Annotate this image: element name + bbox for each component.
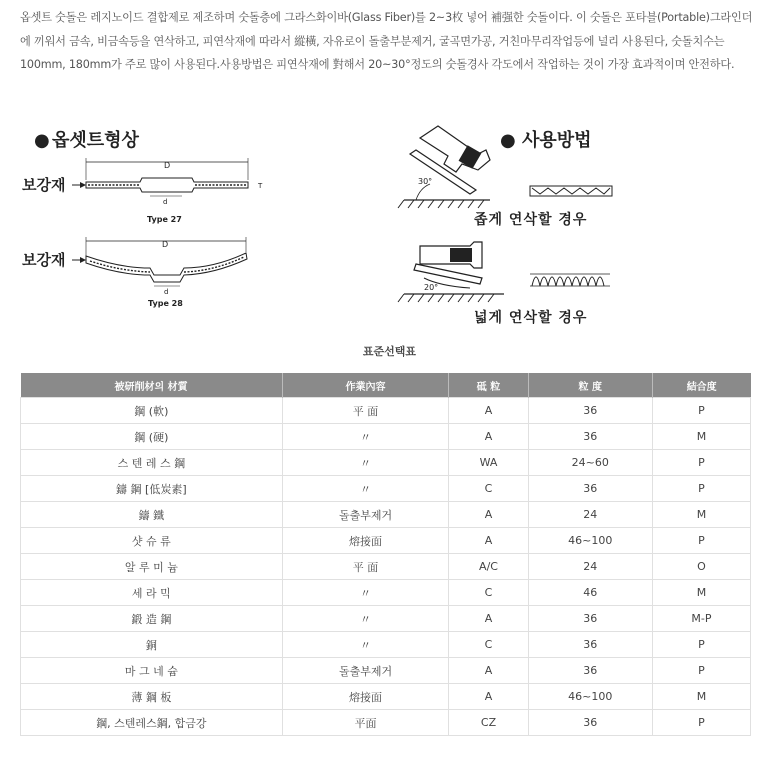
cell-abrasive: A (449, 606, 528, 632)
cell-material: 마 그 네 슘 (21, 658, 283, 684)
header-grade: 結合度 (652, 373, 750, 398)
type27-drawing (21, 158, 263, 224)
table-row (21, 502, 751, 528)
header-grit: 粒 度 (528, 373, 652, 398)
table-row (21, 606, 751, 632)
cell-abrasive: C (449, 632, 528, 658)
cell-material: 스 텐 레 스 鋼 (21, 450, 283, 476)
table-row (21, 632, 751, 658)
cell-work: 平 面 (282, 398, 449, 424)
cell-material: 알 루 미 늄 (21, 554, 283, 580)
cell-material: 샷 슈 류 (21, 528, 283, 554)
angle-20-label: 20° (424, 283, 439, 292)
intro-line-2: 에 끼워서 금속, 비금속등을 연삭하고, 피연삭재에 따라서 縱橫, 자유로이 돌출부분제거, 굴곡면가공, 거친마무리작업등에 널리 사용된다, 숫돌치수는 (20, 34, 725, 48)
cell-material: 鋼 (軟) (21, 398, 283, 424)
type27-dim-D: D (164, 161, 171, 170)
cell-abrasive: A (449, 502, 528, 528)
intro-line-1: 옵셋트 숫돌은 레지노이드 결합제로 제조하며 숫돌층에 그라스화이바(Glass Fiber)를 2~3枚 넣어 補强한 숫돌이다. 이 숫돌은 포타블(Portable)그라인더 (20, 11, 753, 24)
cell-abrasive: A (449, 528, 528, 554)
cell-abrasive: C (449, 476, 528, 502)
cell-material: 銅 (21, 632, 283, 658)
cell-grade: M (652, 580, 750, 606)
table-row (21, 554, 751, 580)
selection-table (20, 373, 751, 736)
angle-30-label: 30° (418, 177, 433, 186)
cell-work: 〃 (282, 476, 449, 502)
cell-abrasive: A/C (449, 554, 528, 580)
cell-grade: P (652, 632, 750, 658)
type28-dim-D: D (162, 240, 169, 249)
cell-work: 平 面 (282, 554, 449, 580)
cell-grit: 36 (528, 710, 652, 736)
cell-work: 〃 (282, 580, 449, 606)
cell-abrasive: C (449, 580, 528, 606)
cell-grade: M-P (652, 606, 750, 632)
cell-grade: P (652, 450, 750, 476)
cell-grade: P (652, 398, 750, 424)
cell-abrasive: CZ (449, 710, 528, 736)
cell-grit: 36 (528, 424, 652, 450)
type28-label: Type 28 (148, 299, 183, 308)
cell-work: 〃 (282, 450, 449, 476)
cell-abrasive: A (449, 398, 528, 424)
cell-material: 鑄 鐵 (21, 502, 283, 528)
usage-heading: 사용방법 (522, 130, 592, 151)
cell-grit: 24 (528, 502, 652, 528)
cell-abrasive: WA (449, 450, 528, 476)
cell-grit: 36 (528, 632, 652, 658)
type28-dim-d: d (164, 288, 169, 296)
table-row (21, 450, 751, 476)
cell-abrasive: A (449, 684, 528, 710)
cell-grit: 24~60 (528, 450, 652, 476)
shape-heading-bullet: ● (34, 130, 50, 151)
cell-grade: O (652, 554, 750, 580)
cell-grit: 46~100 (528, 684, 652, 710)
cell-work: 熔接面 (282, 528, 449, 554)
cell-grade: M (652, 424, 750, 450)
table-row (21, 424, 751, 450)
table-row (21, 580, 751, 606)
type27-dim-d: d (163, 198, 168, 206)
table-row (21, 658, 751, 684)
cell-grade: M (652, 502, 750, 528)
cell-material: 鍛 造 鋼 (21, 606, 283, 632)
diagram-svg (0, 118, 779, 333)
narrow-caption: 좁게 연삭할 경우 (474, 212, 588, 228)
table-row (21, 684, 751, 710)
cell-grit: 36 (528, 398, 652, 424)
type28-drawing (21, 237, 247, 308)
table-header-row (21, 373, 751, 398)
wide-caption: 넓게 연삭할 경우 (474, 310, 588, 326)
cell-grit: 24 (528, 554, 652, 580)
table-row (21, 398, 751, 424)
usage-heading-bullet: ● (500, 130, 516, 151)
cell-grade: M (652, 684, 750, 710)
shape-heading: 옵셋트형상 (52, 130, 139, 151)
table-row (21, 710, 751, 736)
cell-grade: P (652, 528, 750, 554)
cell-work: 熔接面 (282, 684, 449, 710)
reinforce-label-2: 보강재 (22, 251, 66, 269)
table-row (21, 528, 751, 554)
cell-material: 세 라 믹 (21, 580, 283, 606)
cell-work: 돌출부제거 (282, 658, 449, 684)
cell-grit: 36 (528, 606, 652, 632)
cell-abrasive: A (449, 658, 528, 684)
cell-material: 鋼 (硬) (21, 424, 283, 450)
cell-work: 돌출부제거 (282, 502, 449, 528)
header-abrasive: 砥 粒 (449, 373, 528, 398)
cell-work: 〃 (282, 424, 449, 450)
header-work: 作業內容 (282, 373, 449, 398)
intro-paragraph (20, 6, 765, 77)
cell-abrasive: A (449, 424, 528, 450)
table-row (21, 476, 751, 502)
cell-grit: 36 (528, 476, 652, 502)
type27-label: Type 27 (147, 215, 182, 224)
cell-grit: 36 (528, 658, 652, 684)
cell-work: 平面 (282, 710, 449, 736)
cell-material: 鑄 鋼 [低炭素] (21, 476, 283, 502)
type27-dim-T: T (258, 182, 263, 190)
cell-grade: P (652, 476, 750, 502)
cell-material: 鋼, 스텐레스鋼, 합금강 (21, 710, 283, 736)
cell-work: 〃 (282, 632, 449, 658)
diagram-area (0, 118, 779, 333)
wide-grinding-drawing (398, 242, 610, 326)
table-body (21, 398, 751, 736)
cell-grit: 46~100 (528, 528, 652, 554)
reinforce-label-1: 보강재 (22, 176, 66, 194)
cell-material: 薄 鋼 板 (21, 684, 283, 710)
cell-work: 〃 (282, 606, 449, 632)
cell-grit: 46 (528, 580, 652, 606)
cell-grade: P (652, 658, 750, 684)
header-material: 被研削材의 材質 (21, 373, 283, 398)
table-title: 표준선택표 (362, 345, 417, 358)
cell-grade: P (652, 710, 750, 736)
intro-line-3: 100mm, 180mm가 주로 많이 사용된다.사용방법은 피연삭재에 對해서 20~30°정도의 숫돌경사 각도에서 작업하는 것이 가장 효과적이며 안전하다. (20, 58, 735, 71)
